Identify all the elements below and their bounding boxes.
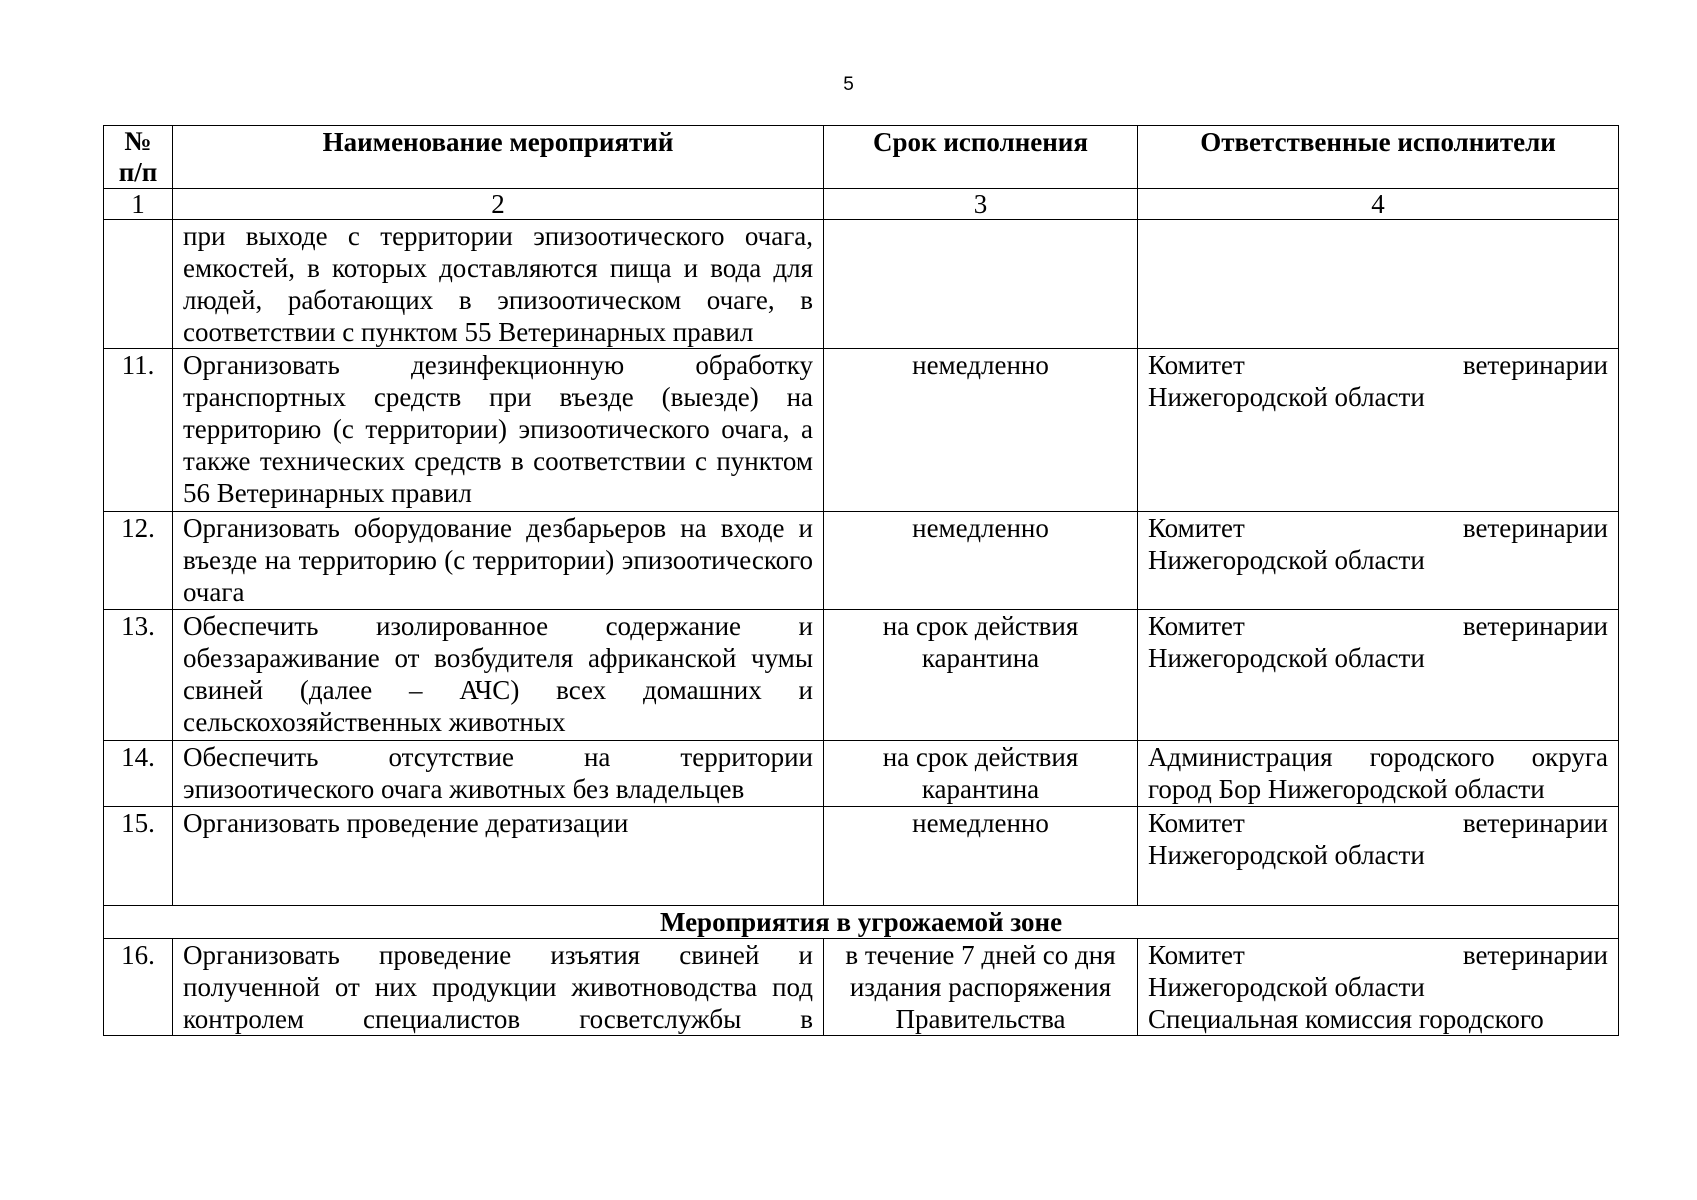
measure-term: немедленно [824, 807, 1138, 906]
header-num: № п/п [104, 126, 173, 189]
header-name: Наименование мероприятий [173, 126, 824, 189]
responsible-line-1: Комитет ветеринарии [1148, 350, 1608, 380]
section-title: Мероприятия в угрожаемой зоне [104, 906, 1619, 939]
measure-responsible: Администрация городского округа город Бор Нижегородской области [1138, 741, 1619, 807]
col-number-1: 1 [104, 189, 173, 220]
responsible-line-1: Комитет ветеринарии [1148, 808, 1608, 838]
responsible-line-2: Нижегородской области [1148, 643, 1425, 673]
measure-term: на срок действия карантина [824, 610, 1138, 741]
responsible-line-2: Нижегородской области [1148, 382, 1425, 412]
measure-responsible [1138, 939, 1619, 1036]
measure-term [824, 220, 1138, 349]
measure-name: Организовать оборудование дезбарьеров на входе и въезде на территорию (с территории) эпизоотического очага [173, 512, 824, 610]
measure-name: Обеспечить отсутствие на территории эпизоотического очага животных без владельцев [173, 741, 824, 807]
table-row [104, 741, 1619, 807]
responsible-line-1: Комитет ветеринарии [1148, 611, 1608, 641]
measure-responsible [1138, 610, 1619, 741]
col-number-4: 4 [1138, 189, 1619, 220]
measure-term: в течение 7 дней со дня издания распоряжения Правительства [824, 939, 1138, 1036]
header-resp: Ответственные исполнители [1138, 126, 1619, 189]
measure-name: при выходе с территории эпизоотического очага, емкостей, в которых доставляются пища и вода для людей, работающих в эпизоотическом очаге, в соответствии с пунктом 55 Ветеринарных правил [173, 220, 824, 349]
responsible-line-1: Комитет ветеринарии [1148, 513, 1608, 543]
row-number: 15. [104, 807, 173, 906]
table-row [104, 939, 1619, 1036]
measure-name: Обеспечить изолированное содержание и обеззараживание от возбудителя африканской чумы свиней (далее – АЧС) всех домашних и сельскохозяйственных животных [173, 610, 824, 741]
row-number: 13. [104, 610, 173, 741]
responsible-line-2: Нижегородской области [1148, 545, 1425, 575]
table-row [104, 220, 1619, 349]
measure-responsible [1138, 512, 1619, 610]
measure-term: немедленно [824, 512, 1138, 610]
measure-term: немедленно [824, 349, 1138, 512]
measure-responsible [1138, 349, 1619, 512]
responsible-line-1: Комитет ветеринарии [1148, 940, 1608, 970]
row-number: 12. [104, 512, 173, 610]
table-row [104, 610, 1619, 741]
responsible-line-2: Нижегородской области [1148, 840, 1425, 870]
header-term: Срок исполнения [824, 126, 1138, 189]
measure-responsible [1138, 807, 1619, 906]
measure-responsible [1138, 220, 1619, 349]
measure-term: на срок действия карантина [824, 741, 1138, 807]
col-number-2: 2 [173, 189, 824, 220]
measure-name: Организовать проведение изъятия свиней и полученной от них продукции животноводства под контролем специалистов госветслужбы в [173, 939, 824, 1036]
row-number: 16. [104, 939, 173, 1036]
table-row [104, 349, 1619, 512]
table-row [104, 512, 1619, 610]
measure-name: Организовать проведение дератизации [173, 807, 824, 906]
column-number-row [104, 189, 1619, 220]
row-number: 11. [104, 349, 173, 512]
measure-name: Организовать дезинфекционную обработку транспортных средств при въезде (выезде) на территорию (с территории) эпизоотического очага, а также технических средств в соответствии с пунктом 56 Ветеринарных правил [173, 349, 824, 512]
table-header-row [104, 126, 1619, 189]
measures-table [103, 125, 1619, 1036]
page-number: 5 [843, 74, 854, 95]
responsible-line-3: Специальная комиссия городского [1148, 1004, 1544, 1034]
col-number-3: 3 [824, 189, 1138, 220]
section-header-row [104, 906, 1619, 939]
responsible-line-2: Нижегородской области [1148, 972, 1425, 1002]
row-number: 14. [104, 741, 173, 807]
table-row [104, 807, 1619, 906]
row-number [104, 220, 173, 349]
